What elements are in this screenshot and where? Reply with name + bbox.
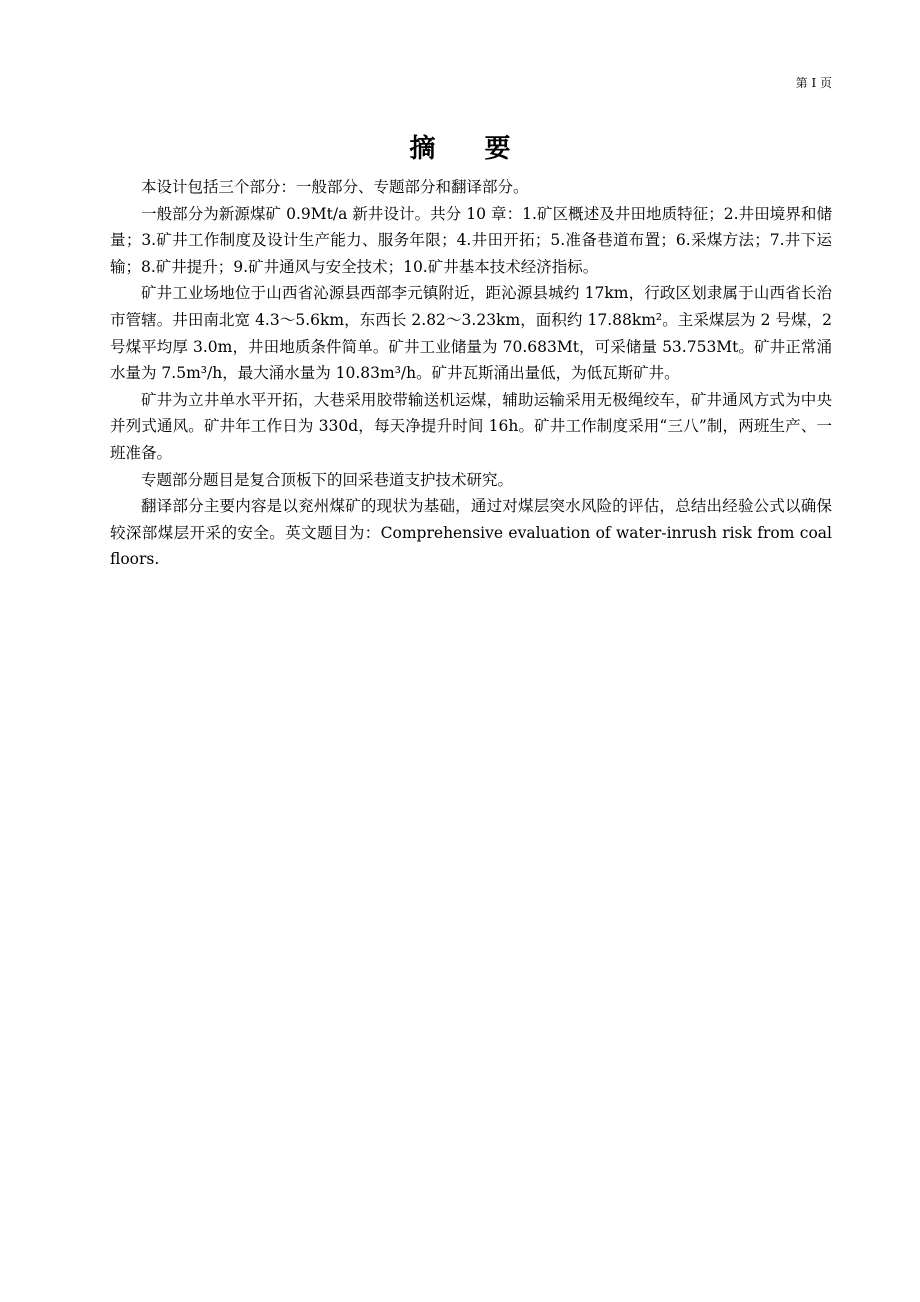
abstract-paragraph-translation: 翻译部分主要内容是以兖州煤矿的现状为基础，通过对煤层突水风险的评估，总结出经验公式以确保较深部煤层开采的安全。英文题目为：Comprehensive evaluation of water-inrush risk from coal floors. xyxy=(110,497,832,569)
abstract-paragraph-general-part: 一般部分为新源煤矿 0.9Mt/a 新井设计。共分 10 章：1.矿区概述及井田地质特征；2.井田境界和储量；3.矿井工作制度及设计生产能力、服务年限；4.井田开拓；5.准备巷道布置；6.采煤方法；7.井下运输；8.矿井提升；9.矿井通风与安全技术；10.矿井基本技术经济指标。 xyxy=(110,204,832,276)
abstract-paragraph-overview: 本设计包括三个部分：一般部分、专题部分和翻译部分。 xyxy=(141,178,529,196)
page-title: 摘 要 xyxy=(409,134,531,165)
abstract-body xyxy=(110,174,832,573)
page-number: 第 I 页 xyxy=(795,76,832,90)
abstract-paragraph-special-topic: 专题部分题目是复合顶板下的回采巷道支护技术研究。 xyxy=(141,470,514,489)
abstract-paragraph-development: 矿井为立井单水平开拓，大巷采用胶带输送机运煤，辅助运输采用无极绳绞车，矿井通风方式为中央并列式通风。矿井年工作日为 330d，每天净提升时间 16h。矿井工作制度采用“三八”制，两班生产、一班准备。 xyxy=(110,390,832,462)
abstract-paragraph-mine-site: 矿井工业场地位于山西省沁源县西部李元镇附近，距沁源县城约 17km，行政区划隶属于山西省长治市管辖。井田南北宽 4.3～5.6km，东西长 2.82～3.23km，面积约 17.88km²。主采煤层为 2 号煤，2 号煤平均厚 3.0m，井田地质条件简单。矿井工业储量为 70.683Mt，可采储量 53.753Mt。矿井正常涌水量为 7.5m³/h，最大涌水量为 10.83m³/h。矿井瓦斯涌出量低，为低瓦斯矿井。 xyxy=(110,284,832,383)
